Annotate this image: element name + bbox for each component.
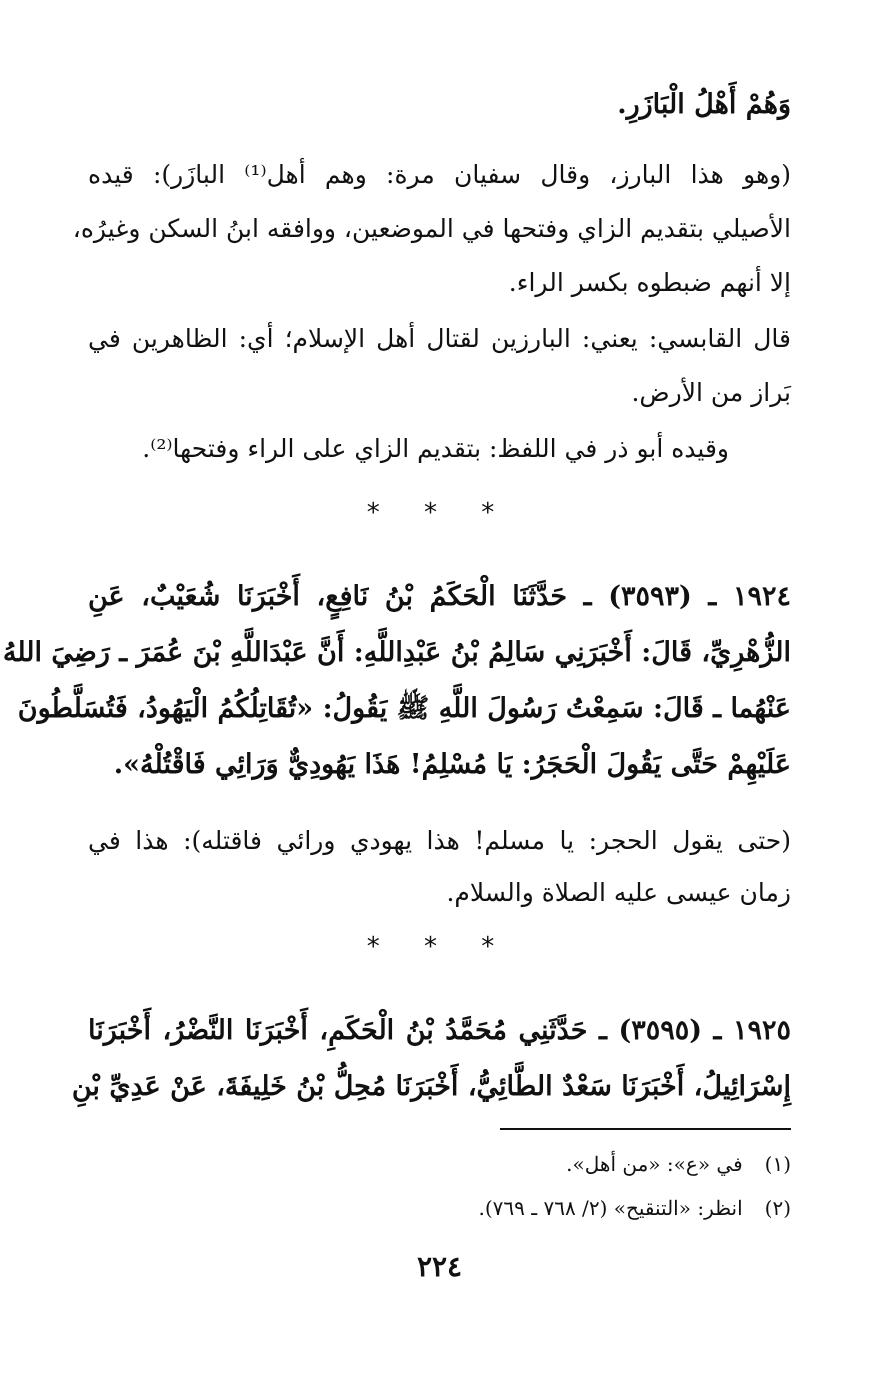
- page-number: ٢٢٤: [416, 1250, 463, 1283]
- hadith-line: عَنْهُما ـ قَالَ: سَمِعْتُ رَسُولَ اللَّهِ ﷺ يَقُولُ: «تُقَاتِلُكُمُ الْيَهُودُ، فَتُسَلَّطُونَ: [17, 693, 791, 724]
- hadith-line: عَلَيْهِمْ حَتَّى يَقُولَ الْحَجَرُ: يَا مُسْلِمُ! هَذَا يَهُودِيٌّ وَرَائِي فَاقْتُلْهُ».: [113, 749, 791, 780]
- section-separator: * * *: [366, 498, 513, 528]
- commentary-line: الأصيلي بتقديم الزاي وفتحها في الموضعين، ووافقه ابنُ السكن وغيرُه،: [72, 214, 791, 243]
- footnote: [88, 1190, 791, 1226]
- hadith-line: إِسْرَائِيلُ، أَخْبَرَنَا سَعْدٌ الطَّائِيُّ، أَخْبَرَنَا مُحِلُّ بْنُ خَلِيفَةَ، عَنْ عَدِيِّ بْنِ: [71, 1071, 791, 1102]
- hadith-line: الزُّهْرِيِّ، قَالَ: أَخْبَرَنِي سَالِمُ بْنُ عَبْدِاللَّهِ: أَنَّ عَبْدَاللَّهِ بْنَ عُمَرَ ـ رَضِيَ اللهُ: [2, 637, 791, 668]
- footnote-number: (١): [764, 1152, 791, 1176]
- hadith-line: ١٩٢٤ ـ (٣٥٩٣) ـ حَدَّثَنَا الْحَكَمُ بْنُ نَافِعٍ، أَخْبَرَنَا شُعَيْبٌ، عَنِ: [88, 581, 791, 612]
- commentary-line: قال القابسي: يعني: البارزين لقتال أهل الإسلام؛ أي: الظاهرين في: [88, 324, 791, 353]
- section-separator: * * *: [366, 932, 513, 962]
- commentary-line: بَراز من الأرض.: [631, 378, 791, 407]
- footnote-text: في «ع»: «من أهل».: [566, 1152, 743, 1176]
- hadith-line: ١٩٢٥ ـ (٣٥٩٥) ـ حَدَّثَنِي مُحَمَّدُ بْنُ الْحَكَمِ، أَخْبَرَنَا النَّضْرُ، أَخْبَرَنَا: [88, 1015, 791, 1046]
- hadith-ending-line: وَهُمْ أَهْلُ الْبَازَرِ.: [617, 89, 791, 120]
- commentary-line: (حتى يقول الحجر: يا مسلم! هذا يهودي ورائي فاقتله): هذا في: [88, 826, 791, 855]
- commentary-line: وقيده أبو ذر في اللفظ: بتقديم الزاي على الراء وفتحها⁽²⁾.: [142, 434, 729, 463]
- footnote-text: انظر: «التنقيح» (٢/ ٧٦٨ ـ ٧٦٩).: [478, 1196, 743, 1220]
- footnote-number: (٢): [764, 1196, 791, 1220]
- footnote-rule: [500, 1128, 791, 1130]
- commentary-line: (وهو هذا البارز، وقال سفيان مرة: وهم أهل⁽¹⁾ البازَر): قيده: [88, 160, 792, 189]
- footnote: [88, 1146, 791, 1182]
- commentary-line: إلا أنهم ضبطوه بكسر الراء.: [508, 268, 791, 297]
- commentary-line: زمان عيسى عليه الصلاة والسلام.: [446, 878, 791, 907]
